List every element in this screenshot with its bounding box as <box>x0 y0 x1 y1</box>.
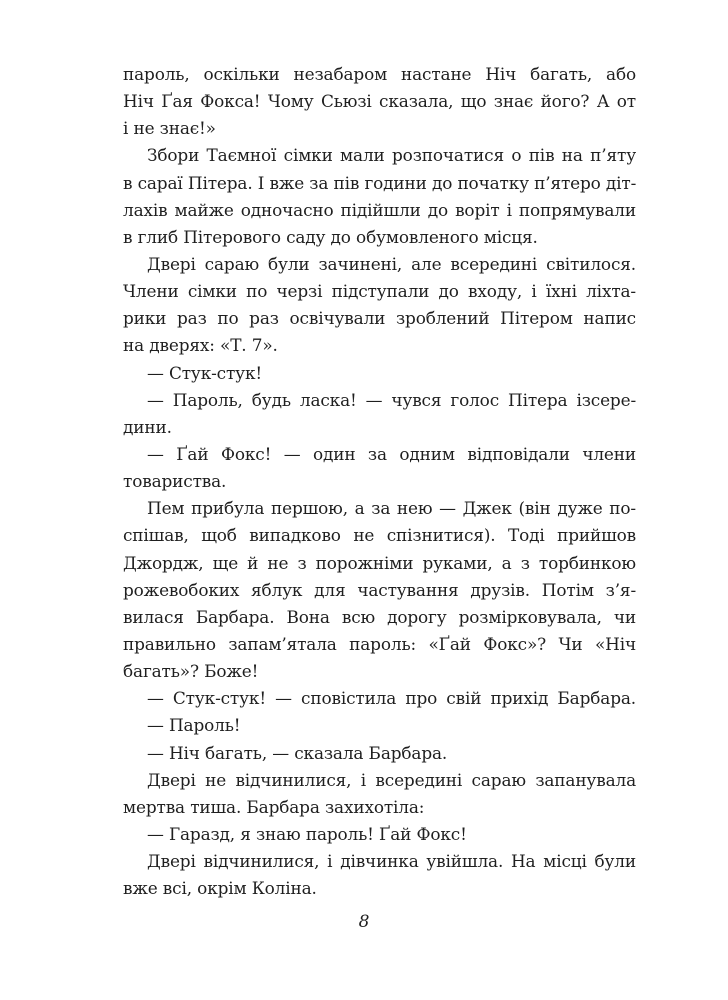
text-line: на дверях: «Т. 7». <box>123 335 278 356</box>
text-line: — Стук-стук! — сповістила про свій прихід Барбара. <box>147 688 636 709</box>
text-line: спішав, щоб випадково не спізнитися). Тоді прийшов <box>123 525 636 546</box>
text-line: Пем прибула першою, а за нею — Джек (він дуже по- <box>147 498 636 519</box>
text-line: в глиб Пітерового саду до обумовленого місця. <box>123 226 538 247</box>
text-line: дини. <box>123 416 172 437</box>
text-line: Двері не відчинилися, і всередині сараю запанувала <box>147 769 636 790</box>
text-line: — Гаразд, я знаю пароль! Ґай Фокс! <box>147 823 467 844</box>
text-line: пароль, оскільки незабаром настане Ніч багать, або <box>123 64 636 84</box>
text-line: мертва тиша. Барбара захихотіла: <box>123 796 425 817</box>
text-line: — Ніч багать, — сказала Барбара. <box>147 742 448 763</box>
text-line: лахів майже одночасно підійшли до воріт і попрямували <box>123 199 636 220</box>
text-line: — Пароль! <box>147 715 241 736</box>
text-line: Двері відчинилися, і дівчинка увійшла. На місці були <box>147 851 636 872</box>
text-line: — Стук-стук! <box>147 362 263 383</box>
text-line: Ніч Ґая Фокса! Чому Сьюзі сказала, що знає його? А от <box>123 91 636 112</box>
text-line: вже всі, окрім Коліна. <box>123 878 317 899</box>
text-line: Члени сімки по черзі підступали до входу, і їхні ліхта- <box>123 281 636 302</box>
text-line: Двері сараю були зачинені, але всередині світилося. <box>147 253 636 274</box>
text-line: Збори Таємної сімки мали розпочатися о пів на п’яту <box>147 145 636 166</box>
page-number: 8 <box>358 912 370 932</box>
text-line: — Ґай Фокс! — один за одним відповідали члени <box>147 443 636 464</box>
body-text <box>123 61 636 902</box>
text-line: рожевобоких яблук для частування друзів. Потім з’я- <box>123 579 636 600</box>
text-line: — Пароль, будь ласка! — чувся голос Пітера ізсере- <box>147 389 636 410</box>
text-line: вилася Барбара. Вона всю дорогу розмірковувала, чи <box>123 606 636 627</box>
text-line: багать»? Боже! <box>123 661 259 682</box>
text-line: в сараї Пітера. І вже за пів години до початку п’ятеро діт- <box>123 172 637 193</box>
text-line: Джордж, ще й не з порожніми руками, а з торбинкою <box>123 552 636 573</box>
text-line: товариства. <box>123 471 227 492</box>
text-line: і не знає!» <box>123 118 216 139</box>
text-line: правильно запам’ятала пароль: «Ґай Фокс»? Чи «Ніч <box>123 633 636 654</box>
text-line: рики раз по раз освічували зроблений Пітером напис <box>123 308 636 329</box>
